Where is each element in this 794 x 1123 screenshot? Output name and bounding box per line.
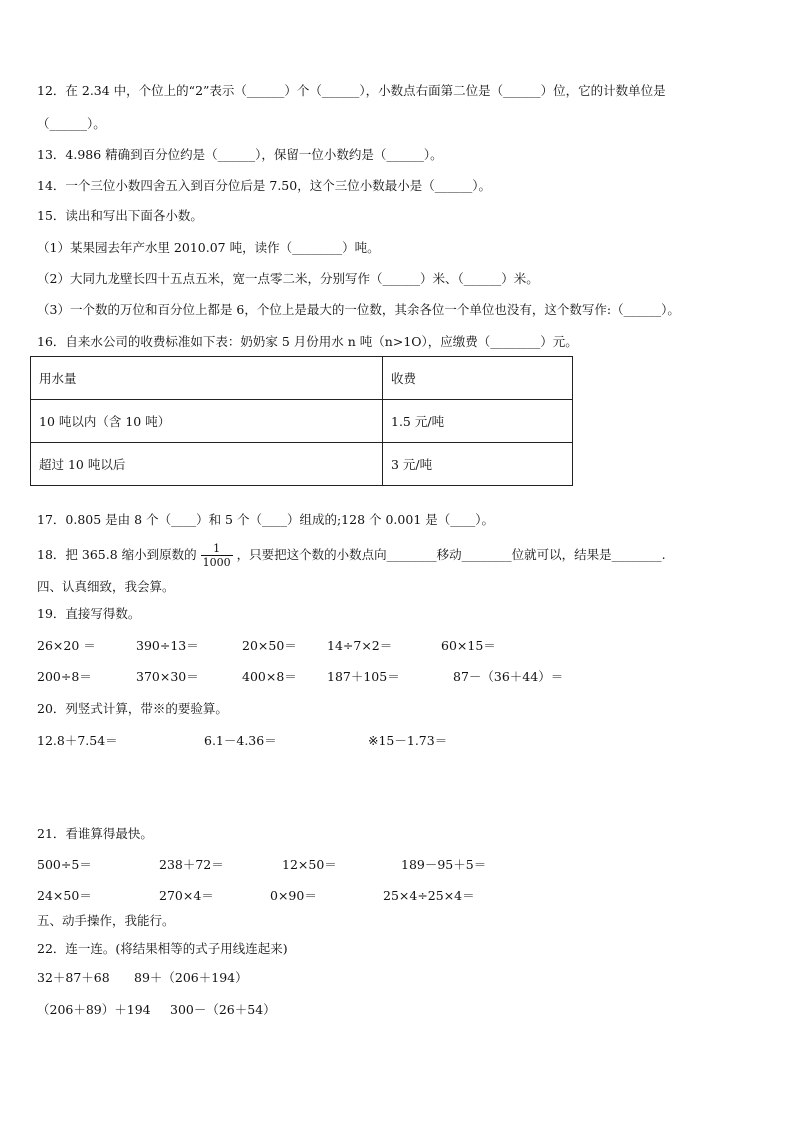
q20-item: 12.8＋7.54＝ xyxy=(37,733,118,748)
q22-item: 32＋87＋68 xyxy=(37,970,110,985)
fraction xyxy=(201,542,233,569)
table-row xyxy=(31,357,573,400)
q19-item: 187＋105＝ xyxy=(327,669,400,684)
q18-post: ，只要把这个数的小数点向________移动________位就可以，结果是________. xyxy=(236,547,666,562)
q21-item: 0×90＝ xyxy=(270,888,317,903)
table-row xyxy=(31,443,573,486)
q20-item: 6.1－4.36＝ xyxy=(204,733,277,748)
q19-item: 400×8＝ xyxy=(242,669,297,684)
table-cell: 收费 xyxy=(383,357,573,400)
section-4-heading: 四、认真细致，我会算。 xyxy=(37,579,175,594)
q21-title: 21．看谁算得最快。 xyxy=(37,826,153,841)
q16-text: 16．自来水公司的收费标准如下表：奶奶家 5 月份用水 n 吨（n>1O），应缴费（________）元。 xyxy=(37,334,578,349)
fraction-denominator: 1000 xyxy=(202,556,231,569)
q14: 14．一个三位小数四舍五入到百分位后是 7.50，这个三位小数最小是（______）。 xyxy=(37,178,491,193)
q15-item-3: （3）一个数的万位和百分位上都是 6，个位上是最大的一位数，其余各位一个单位也没有，这个数写作:（______）。 xyxy=(37,302,680,317)
fraction-numerator: 1 xyxy=(201,542,233,556)
q12-line1: 12．在 2.34 中，个位上的“2”表示（______）个（______），小数点右面第二位是（______）位，它的计数单位是 xyxy=(37,83,666,98)
q21-item: 24×50＝ xyxy=(37,888,92,903)
table-cell: 超过 10 吨以后 xyxy=(31,443,383,486)
section-5-heading: 五、动手操作，我能行。 xyxy=(37,913,175,928)
table-cell: 用水量 xyxy=(31,357,383,400)
q15-item-2: （2）大同九龙壁长四十五点五米，宽一点零二米，分别写作（______）米、（______）米。 xyxy=(37,271,539,286)
q22-item: （206＋89）＋194 xyxy=(37,1002,151,1017)
fee-table xyxy=(30,356,573,486)
q19-item: 14÷7×2＝ xyxy=(327,638,393,653)
q19-item: 60×15＝ xyxy=(441,638,496,653)
q22-item: 300－（26＋54） xyxy=(170,1002,276,1017)
q15-title: 15．读出和写出下面各小数。 xyxy=(37,208,203,223)
table-row xyxy=(31,400,573,443)
q20-title: 20．列竖式计算，带※的要验算。 xyxy=(37,701,228,716)
q19-item: 390÷13＝ xyxy=(136,638,199,653)
q21-item: 500÷5＝ xyxy=(37,857,92,872)
q21-item: 270×4＝ xyxy=(159,888,214,903)
q20-item: ※15－1.73＝ xyxy=(368,733,448,748)
q12-line2: （______）。 xyxy=(37,116,106,131)
q17: 17．0.805 是由 8 个（____）和 5 个（____）组成的;128 个 0.001 是（____）。 xyxy=(37,512,494,527)
q15-item-1: （1）某果园去年产水里 2010.07 吨，读作（________）吨。 xyxy=(37,240,380,255)
q18 xyxy=(37,540,666,570)
table-cell: 3 元/吨 xyxy=(383,443,573,486)
q21-item: 12×50＝ xyxy=(282,857,337,872)
q13: 13．4.986 精确到百分位约是（______），保留一位小数约是（______）。 xyxy=(37,147,443,162)
q19-item: 370×30＝ xyxy=(136,669,199,684)
q21-item: 189－95＋5＝ xyxy=(401,857,487,872)
q21-item: 25×4÷25×4＝ xyxy=(383,888,475,903)
q19-item: 20×50＝ xyxy=(242,638,297,653)
q18-pre: 18．把 365.8 缩小到原数的 xyxy=(37,547,197,562)
q22-title: 22．连一连。(将结果相等的式子用线连起来) xyxy=(37,941,288,956)
q19-item: 26×20 ＝ xyxy=(37,638,96,653)
q19-item: 200÷8＝ xyxy=(37,669,92,684)
q19-item: 87－（36＋44）＝ xyxy=(453,669,564,684)
q21-item: 238＋72＝ xyxy=(159,857,224,872)
q19-title: 19．直接写得数。 xyxy=(37,606,141,621)
q22-item: 89＋（206＋194） xyxy=(134,970,248,985)
table-cell: 10 吨以内（含 10 吨） xyxy=(31,400,383,443)
table-cell: 1.5 元/吨 xyxy=(383,400,573,443)
